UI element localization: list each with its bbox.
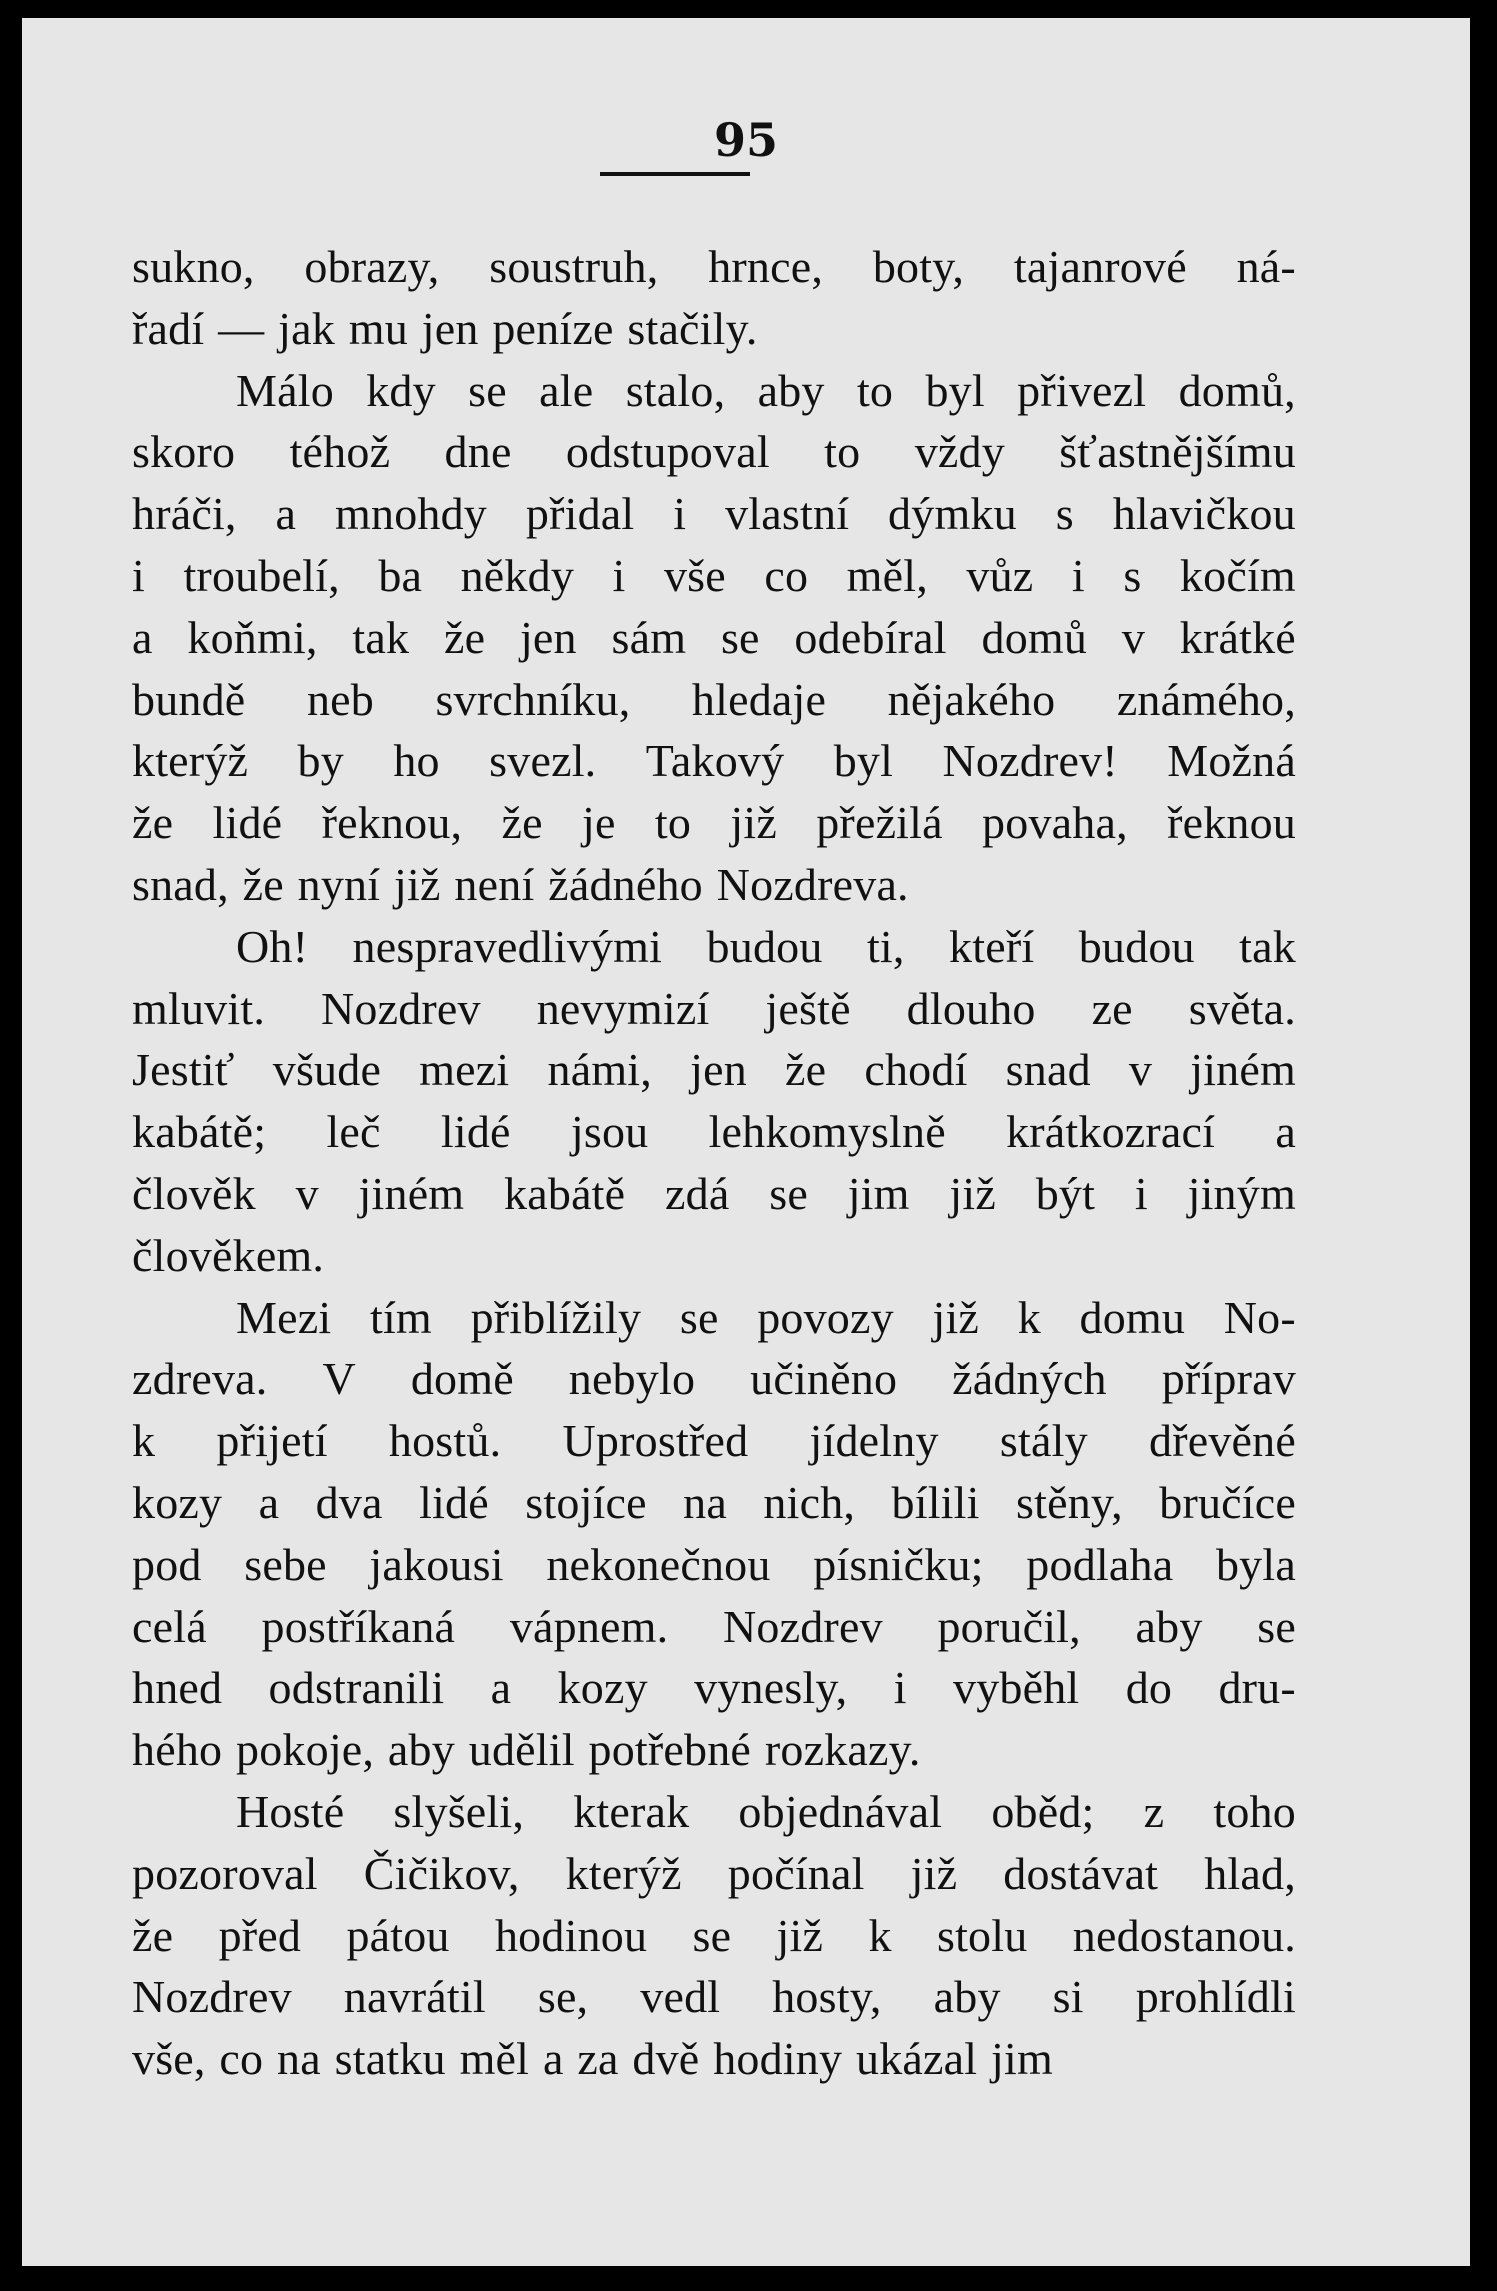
- text-line: celá postříkaná vápnem. Nozdrev poručil, aby se: [132, 1600, 1296, 1652]
- text-line: člověkem.: [132, 1229, 325, 1281]
- paragraph: [132, 360, 1296, 916]
- text-line: hého pokoje, aby udělil potřebné rozkazy.: [132, 1724, 921, 1776]
- text-line: kterýž by ho svezl. Takový byl Nozdrev! Možná: [132, 735, 1296, 787]
- text-line: snad, že nyní již není žádného Nozdreva.: [132, 858, 909, 910]
- text-line: člověk v jiném kabátě zdá se jim již být i jiným: [132, 1167, 1296, 1219]
- text-line: skoro téhož dne odstupoval to vždy šťastnějšímu: [132, 426, 1296, 478]
- text-line: vše, co na statku měl a za dvě hodiny ukázal jim: [132, 2033, 1053, 2085]
- text-line: hráči, a mnohdy přidal i vlastní dýmku s hlavičkou: [132, 488, 1296, 540]
- text-line: že lidé řeknou, že je to již přežilá povaha, řeknou: [132, 797, 1296, 849]
- text-line: kozy a dva lidé stojíce na nich, bílili stěny, bručíce: [132, 1476, 1296, 1528]
- text-line: i troubelí, ba někdy i vše co měl, vůz i s kočím: [132, 549, 1296, 601]
- text-line: řadí — jak mu jen peníze stačily.: [132, 302, 758, 354]
- text-line: Mezi tím přiblížily se povozy již k domu No-: [236, 1291, 1296, 1343]
- paragraph: [132, 1287, 1296, 1781]
- text-line: k přijetí hostů. Uprostřed jídelny stály dřevěné: [132, 1415, 1296, 1467]
- text-line: pod sebe jakousi nekonečnou písničku; podlaha byla: [132, 1538, 1296, 1590]
- text-line: Hosté slyšeli, kterak objednával oběd; z toho: [236, 1785, 1296, 1837]
- text-line: že před pátou hodinou se již k stolu nedostanou.: [132, 1909, 1296, 1961]
- text-line: Oh! nespravedlivými budou ti, kteří budou tak: [236, 920, 1296, 972]
- page-number-rule: [600, 172, 750, 176]
- text-line: kabátě; leč lidé jsou lehkomyslně krátkozrací a: [132, 1106, 1296, 1158]
- text-line: sukno, obrazy, soustruh, hrnce, boty, tajanrové ná-: [132, 241, 1296, 292]
- paragraph: [132, 916, 1296, 1287]
- book-page: [22, 18, 1470, 2266]
- page-number: 95: [713, 113, 778, 167]
- text-line: Jestiť všude mezi námi, jen že chodí snad v jiném: [132, 1044, 1296, 1096]
- text-line: Málo kdy se ale stalo, aby to byl přivezl domů,: [236, 364, 1296, 416]
- paragraph: [132, 236, 1296, 360]
- text-line: mluvit. Nozdrev nevymizí ještě dlouho ze světa.: [132, 982, 1296, 1034]
- text-line: zdreva. V domě nebylo učiněno žádných příprav: [132, 1353, 1296, 1405]
- text-line: pozoroval Čičikov, kterýž počínal již dostávat hlad,: [132, 1847, 1296, 1899]
- paragraph: [132, 1781, 1296, 2090]
- body-text: [132, 236, 1296, 2090]
- text-line: hned odstranili a kozy vynesly, i vyběhl do dru-: [132, 1662, 1296, 1714]
- text-line: a koňmi, tak že jen sám se odebíral domů v krátké: [132, 611, 1296, 663]
- text-line: Nozdrev navrátil se, vedl hosty, aby si prohlídli: [132, 1971, 1296, 2023]
- text-line: bundě neb svrchníku, hledaje nějakého známého,: [132, 673, 1296, 725]
